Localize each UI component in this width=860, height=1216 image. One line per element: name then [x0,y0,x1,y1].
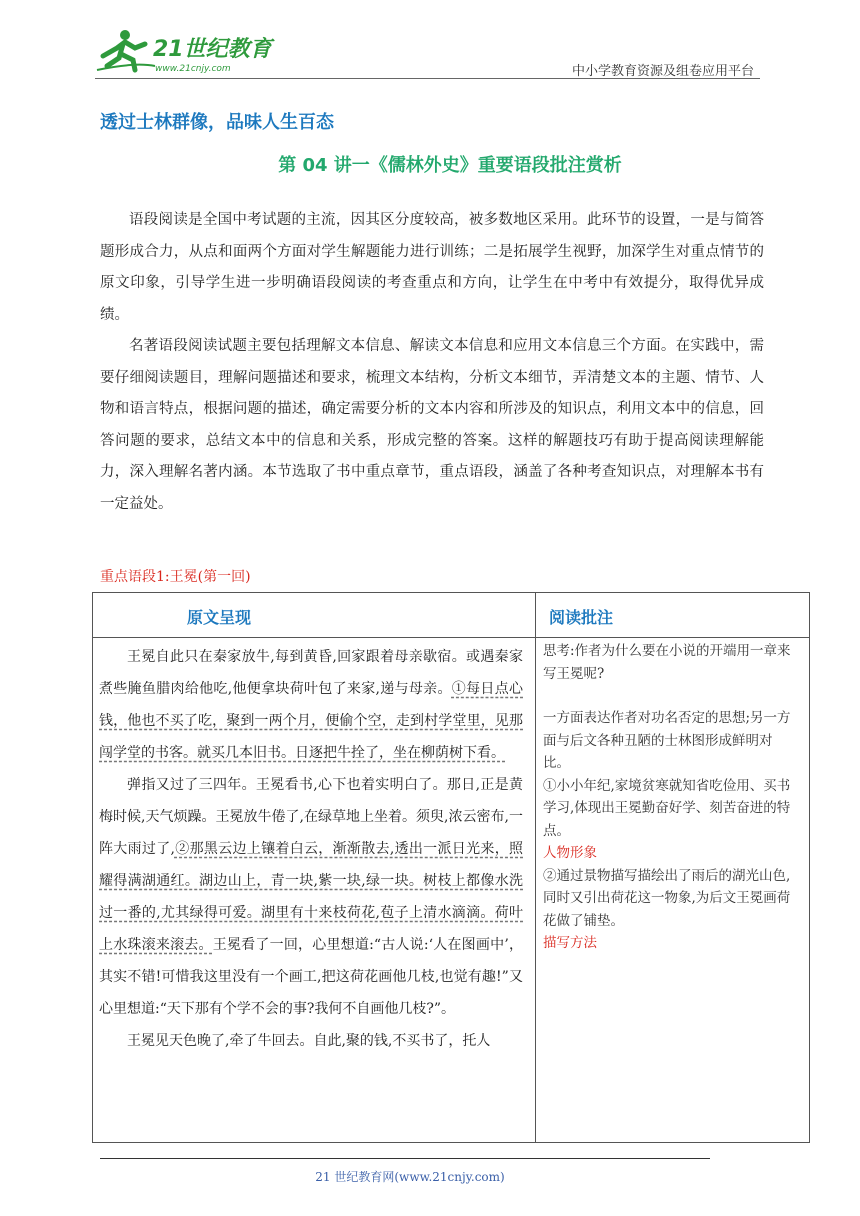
runner-logo-icon [95,26,275,76]
original-paragraph-3: 王冕见天色晚了,牵了牛回去。自此,聚的钱,不买书了，托人 [127,1033,491,1049]
lecture-title: 第 04 讲一《儒林外史》重要语段批注赏析 [278,155,622,176]
original-paragraph-1: 王冕自此只在秦家放牛,每到黄昏,回家跟着母亲歇宿。或遇秦家煮些腌鱼腊肉给他吃,他便拿块荷叶包了来家,递与母亲。①每日点心钱，他也不买了吃，聚到一两个月，便偷个空，走到村学堂里，见那闯学堂的书客。就买几本旧书。日逐把牛拴了，坐在柳荫树下看。 [99,649,523,761]
column-header-notes: 阅读批注 [549,608,614,627]
note-answer-1: 一方面表达作者对功名否定的思想;另一方面与后文各种丑陋的士林图形成鲜明对比。 [543,710,791,771]
platform-title: 中小学教育资源及组卷应用平台 [571,64,754,79]
page-header [95,20,760,80]
site-logo[interactable] [95,26,275,76]
intro-paragraph-1: 语段阅读是全国中考试题的主流，因其区分度较高，被多数地区采用。此环节的设置，一是与简答题形成合力，从点和面两个方面对学生解题能力进行训练；二是拓展学生视野，加深学生对重点情节的原文印象，引导学生进一步明确语段阅读的考查重点和方向，让学生在中考中有效提分，取得优异成绩。 [100,212,764,323]
annotation-table [92,592,810,1143]
note-question: 思考:作者为什么要在小说的开端用一章来写王冕呢? [543,643,791,682]
original-text-cell [99,641,523,1057]
header-divider [95,78,760,79]
note-answer-3: ②通过景物描写描绘出了雨后的湖光山色,同时又引出荷花这一物象,为后文王冕画荷花做了铺垫。 [543,867,791,929]
note-answer-2: ①小小年纪,家境贫寒就知省吃俭用、买书学习,体现出王冕勤奋好学、刻苦奋进的特点。 [543,777,791,839]
logo-url: www.21cnjy.com [155,64,231,74]
column-divider [535,593,536,1142]
column-header-original: 原文呈现 [187,608,252,627]
logo-wordmark: 21世纪教育 [153,37,272,62]
intro-paragraph-2: 名著语段阅读试题主要包括理解文本信息、解读文本信息和应用文本信息三个方面。在实践中，需要仔细阅读题目，理解问题描述和要求，梳理文本结构，分析文本细节，弄清楚文本的主题、情节、人物和语言特点，根据问题的描述，确定需要分析的文本内容和所涉及的知识点，利用文本中的信息，回答问题的要求，总结文本中的信息和关系，形成完整的答案。这样的解题技巧有助于提高阅读理解能力，深入理解名著内涵。本节选取了书中重点章节，重点语段，涵盖了各种考查知识点，对理解本书有一定益处。 [100,338,764,512]
footer-link[interactable]: 21 世纪教育网(www.21cnjy.com) [315,1170,505,1184]
header-row-divider [93,637,809,638]
footer-divider [100,1158,710,1159]
note-tag-character: 人物形象 [543,845,597,861]
notes-cell [543,640,791,955]
original-paragraph-2: 弹指又过了三四年。王冕看书,心下也着实明白了。那日,正是黄梅时候,天气烦躁。王冕放牛倦了,在绿草地上坐着。须臾,浓云密布,一阵大雨过了,②那黑云边上镶着白云，渐渐散去,透出一派日光来，照耀得满湖通红。湖边山上，青一块,紫一块,绿一块。树枝上都像水洗过一番的,尤其绿得可爱。湖里有十来枝荷花,苞子上清水滴滴。荷叶上水珠滚来滚去。王冕看了一回，心里想道:“古人说:‘人在图画中’，其实不错!可惜我这里没有一个画工,把这荷花画他几枝,也觉有趣!”又心里想道:“天下那有个学不会的事?我何不自画他几枝?”。 [99,777,523,1017]
series-title: 透过士林群像，品味人生百态 [100,112,334,133]
underlined-passage-2: ②那黑云边上镶着白云，渐渐散去,透出一派日光来，照耀得满湖通红。湖边山上，青一块,紫一块,绿一块。树枝上都像水洗过一番的,尤其绿得可爱。湖里有十来枝荷花,苞子上清水滴滴。荷叶上水珠滚来滚去。 [99,841,523,953]
section-label: 重点语段1:王冕(第一回) [100,569,251,585]
underlined-passage-1: ①每日点心钱，他也不买了吃，聚到一两个月，便偷个空，走到村学堂里，见那闯学堂的书客。就买几本旧书。日逐把牛拴了，坐在柳荫树下看。 [99,681,523,761]
intro-section [100,205,764,520]
note-tag-description: 描写方法 [543,935,597,951]
